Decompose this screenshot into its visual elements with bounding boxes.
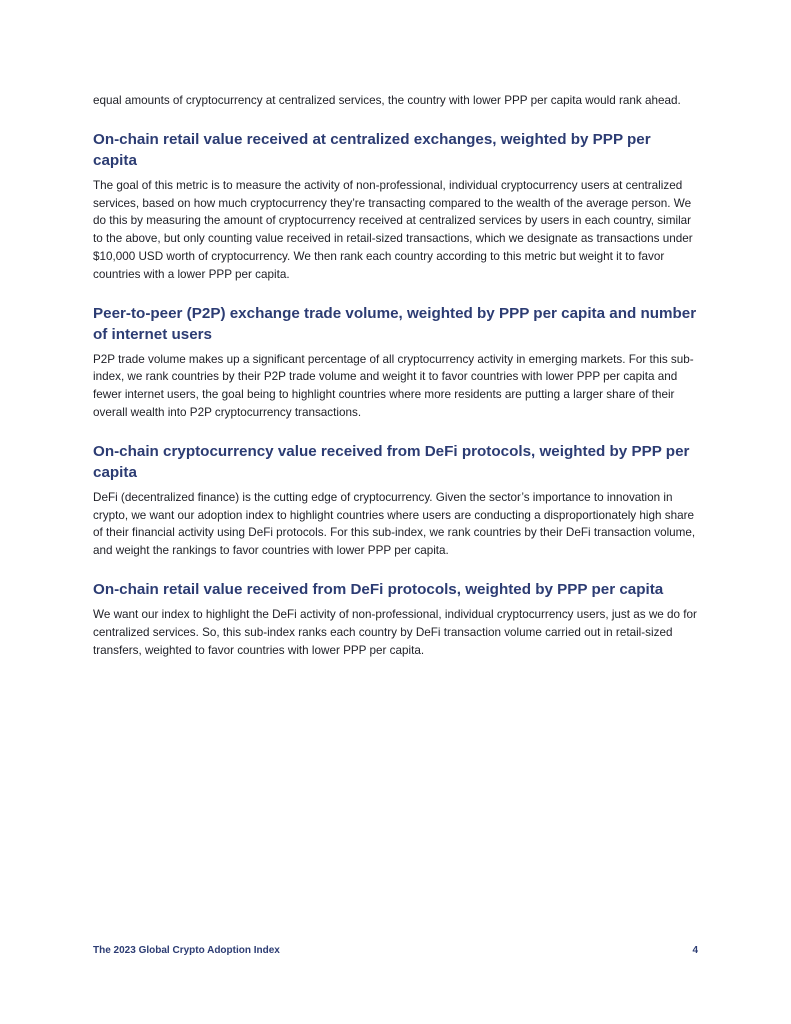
page-number: 4 xyxy=(692,945,698,956)
section-body: We want our index to highlight the DeFi activity of non-professional, individual cryptocurrency users, just as we do for centralized services. So, this sub-index ranks each country by DeFi transaction volume carried out in retail-sized transfers, weighted to favor countries with lower PPP per capita. xyxy=(93,607,697,657)
section-heading: On-chain retail value received at centralized exchanges, weighted by PPP per capita xyxy=(93,130,651,169)
section-body: The goal of this metric is to measure the activity of non-professional, individual cryptocurrency users at centralized services, based on how much cryptocurrency they’re transacting compared to the wealth of the average person. We do this by measuring the amount of cryptocurrency received at centralized services by users in each country, similar to the above, but only counting value received in retail-sized transactions, which we designate as transactions under $10,000 USD worth of cryptocurrency. We then rank each country according to this metric but weight it to favor countries with a lower PPP per capita. xyxy=(93,178,693,281)
section-body: DeFi (decentralized finance) is the cutting edge of cryptocurrency. Given the sector’s importance to innovation in crypto, we want our adoption index to highlight countries where users are conducting a disproportionately high share of their financial activity using DeFi protocols. For this sub-index, we rank countries by their DeFi transaction volume, and weight the rankings to favor countries with lower PPP per capita. xyxy=(93,490,696,558)
section-heading: Peer-to-peer (P2P) exchange trade volume, weighted by PPP per capita and number of internet users xyxy=(93,304,697,343)
section-cex-retail xyxy=(93,129,698,284)
section-body: P2P trade volume makes up a significant percentage of all cryptocurrency activity in emerging markets. For this sub-index, we rank countries by their P2P trade volume and weight it to favor countries with lower PPP per capita and fewer internet users, the goal being to highlight countries where more residents are putting a larger share of their overall wealth into P2P cryptocurrency transactions. xyxy=(93,352,694,419)
intro-paragraph: equal amounts of cryptocurrency at centralized services, the country with lower PPP per capita would rank ahead. xyxy=(93,94,681,107)
section-p2p xyxy=(93,303,698,422)
footer-title: The 2023 Global Crypto Adoption Index xyxy=(93,945,280,956)
section-heading: On-chain retail value received from DeFi protocols, weighted by PPP per capita xyxy=(93,580,664,598)
section-heading: On-chain cryptocurrency value received from DeFi protocols, weighted by PPP per capita xyxy=(93,442,690,481)
section-defi-retail xyxy=(93,579,698,659)
page-footer xyxy=(93,945,698,956)
section-defi xyxy=(93,441,698,560)
page-content xyxy=(93,92,698,659)
